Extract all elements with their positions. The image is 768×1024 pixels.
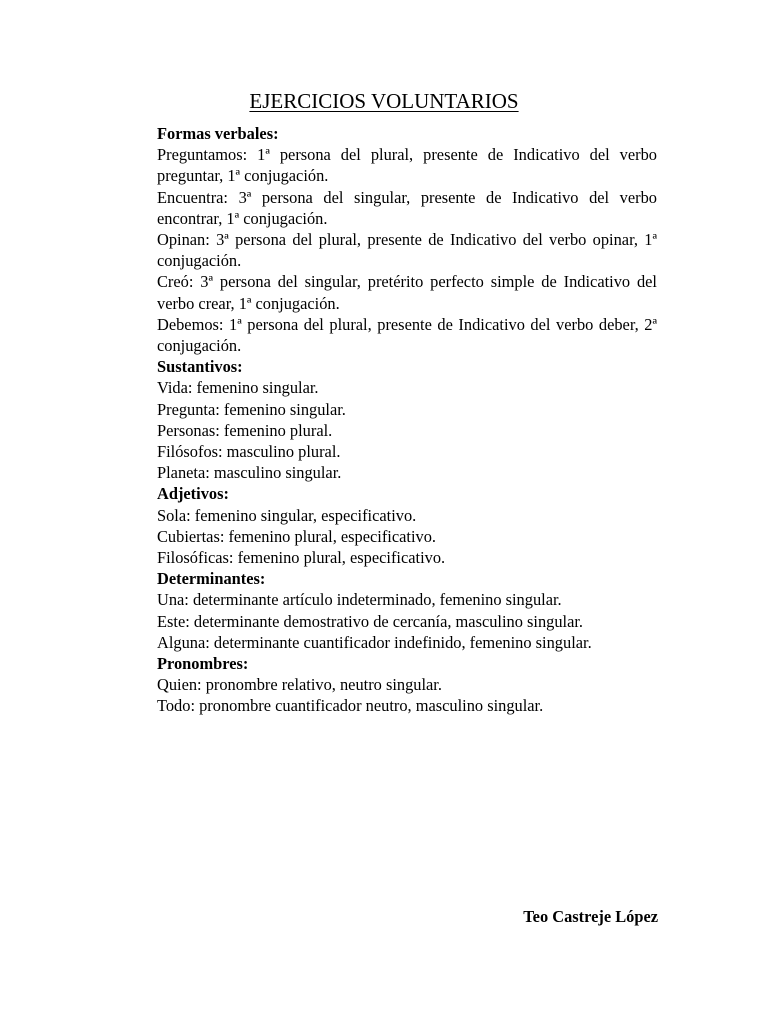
- list-item: Opinan: 3ª persona del plural, presente de Indicativo del verbo opinar, 1ª conjugación.: [157, 230, 657, 271]
- list-item: Todo: pronombre cuantificador neutro, masculino singular.: [157, 696, 544, 716]
- list-item: Vida: femenino singular.: [157, 378, 319, 398]
- section-sustantivos: [157, 356, 657, 483]
- list-item: Cubiertas: femenino plural, especificativo.: [157, 526, 437, 546]
- section-heading: Sustantivos:: [157, 357, 243, 377]
- document-title: EJERCICIOS VOLUNTARIOS: [249, 89, 519, 113]
- list-item: Pregunta: femenino singular.: [157, 399, 346, 419]
- section-heading: Formas verbales:: [157, 124, 279, 143]
- list-item: Personas: femenino plural.: [157, 420, 333, 440]
- document-body: [157, 123, 657, 717]
- list-item: Encuentra: 3ª persona del singular, presente de Indicativo del verbo encontrar, 1ª conjugación.: [157, 187, 657, 228]
- list-item: Preguntamos: 1ª persona del plural, presente de Indicativo del verbo preguntar, 1ª conjugación.: [157, 145, 657, 186]
- author-signature: Teo Castreje López: [523, 907, 658, 926]
- list-item: Planeta: masculino singular.: [157, 463, 342, 483]
- section-adjetivos: [157, 483, 657, 568]
- list-item: Creó: 3ª persona del singular, pretérito perfecto simple de Indicativo del verbo crear, 1ª conjugación.: [157, 272, 657, 313]
- section-heading: Pronombres:: [157, 654, 249, 674]
- list-item: Filosóficas: femenino plural, especificativo.: [157, 548, 446, 568]
- list-item: Quien: pronombre relativo, neutro singular.: [157, 675, 442, 695]
- list-item: Sola: femenino singular, especificativo.: [157, 505, 417, 525]
- section-pronombres: [157, 653, 657, 717]
- section-formas-verbales: [157, 123, 657, 356]
- list-item: Una: determinante artículo indeterminado, femenino singular.: [157, 590, 562, 610]
- list-item: Alguna: determinante cuantificador indefinido, femenino singular.: [157, 632, 592, 652]
- list-item: Este: determinante demostrativo de cercanía, masculino singular.: [157, 611, 584, 631]
- section-determinantes: [157, 568, 657, 653]
- list-item: Filósofos: masculino plural.: [157, 442, 341, 462]
- section-heading: Determinantes:: [157, 569, 266, 589]
- list-item: Debemos: 1ª persona del plural, presente de Indicativo del verbo deber, 2ª conjugación.: [157, 314, 657, 356]
- section-heading: Adjetivos:: [157, 484, 229, 504]
